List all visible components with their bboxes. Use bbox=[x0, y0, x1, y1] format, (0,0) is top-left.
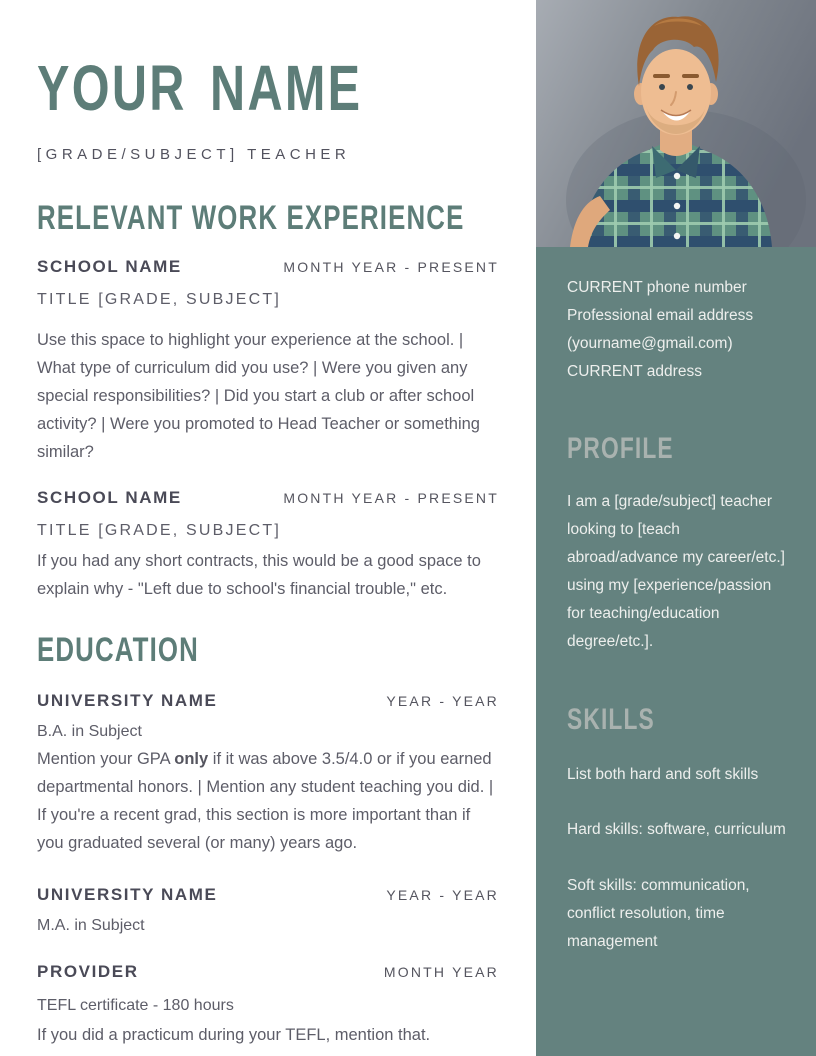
name-heading: YOUR NAME bbox=[37, 52, 363, 124]
section-heading-education: EDUCATION bbox=[37, 631, 199, 669]
entry-header bbox=[37, 962, 499, 982]
contact-line: CURRENT address bbox=[567, 363, 702, 380]
main-column bbox=[37, 0, 499, 1056]
description-part: if it was above 3.5/4.0 or if you earned departmental honors. | Mention any student teaching you did. | If you're a recent grad, this section is more important than if you graduated several (or many) years ago. bbox=[37, 750, 494, 852]
education-entry bbox=[37, 691, 499, 857]
entry-date: MONTH YEAR - PRESENT bbox=[283, 259, 499, 275]
entry-header bbox=[37, 691, 499, 711]
entry-date: YEAR - YEAR bbox=[386, 887, 499, 903]
portrait-photo bbox=[536, 0, 816, 247]
profile-heading: PROFILE bbox=[567, 432, 674, 465]
skill-item: Soft skills: communication, conflict resolution, time management bbox=[567, 877, 750, 950]
degree-line: TEFL certificate - 180 hours bbox=[37, 997, 234, 1014]
contact-line: (yourname@gmail.com) bbox=[567, 335, 733, 352]
org-name: SCHOOL NAME bbox=[37, 488, 182, 507]
degree-line: M.A. in Subject bbox=[37, 917, 145, 934]
profile-text: I am a [grade/subject] teacher looking to [teach abroad/advance my career/etc.] using my [experience/passion for teaching/education degree/etc.]. bbox=[567, 493, 785, 650]
entry-description: Use this space to highlight your experience at the school. | What type of curriculum did you use? | Were you given any special responsibilities? | Did you start a club or after school activity? | Were you promoted to Head Teacher or something similar? bbox=[37, 331, 480, 461]
org-name: PROVIDER bbox=[37, 962, 139, 981]
description-part: Mention your GPA bbox=[37, 750, 175, 768]
education-entry bbox=[37, 885, 499, 935]
entry-description bbox=[37, 745, 499, 857]
entry-header bbox=[37, 488, 499, 508]
skills-heading: SKILLS bbox=[567, 703, 655, 736]
education-entry bbox=[37, 962, 499, 1049]
skill-item: Hard skills: software, curriculum bbox=[567, 821, 786, 838]
entry-date: YEAR - YEAR bbox=[386, 693, 499, 709]
work-entry bbox=[37, 488, 499, 603]
contact-line: CURRENT phone number bbox=[567, 279, 747, 296]
sidebar-content bbox=[536, 274, 816, 956]
description-bold-word: only bbox=[174, 750, 209, 768]
sidebar bbox=[536, 0, 816, 1056]
degree-line: B.A. in Subject bbox=[37, 723, 142, 740]
entry-header bbox=[37, 257, 499, 277]
job-title: [GRADE/SUBJECT] TEACHER bbox=[37, 146, 351, 163]
entry-role: TITLE [GRADE, SUBJECT] bbox=[37, 522, 281, 539]
skill-item: List both hard and soft skills bbox=[567, 766, 759, 783]
entry-role: TITLE [GRADE, SUBJECT] bbox=[37, 291, 281, 308]
entry-header bbox=[37, 885, 499, 905]
org-name: UNIVERSITY NAME bbox=[37, 885, 218, 904]
org-name: UNIVERSITY NAME bbox=[37, 691, 218, 710]
work-entry bbox=[37, 257, 499, 466]
org-name: SCHOOL NAME bbox=[37, 257, 182, 276]
contact-block bbox=[567, 274, 792, 386]
entry-description: If you had any short contracts, this would be a good space to explain why - "Left due to school's financial trouble," etc. bbox=[37, 552, 481, 598]
section-heading-work: RELEVANT WORK EXPERIENCE bbox=[37, 199, 465, 237]
entry-date: MONTH YEAR bbox=[383, 964, 499, 980]
contact-line: Professional email address bbox=[567, 307, 754, 324]
entry-note: If you did a practicum during your TEFL, mention that. bbox=[37, 1026, 431, 1044]
entry-date: MONTH YEAR - PRESENT bbox=[283, 490, 499, 506]
